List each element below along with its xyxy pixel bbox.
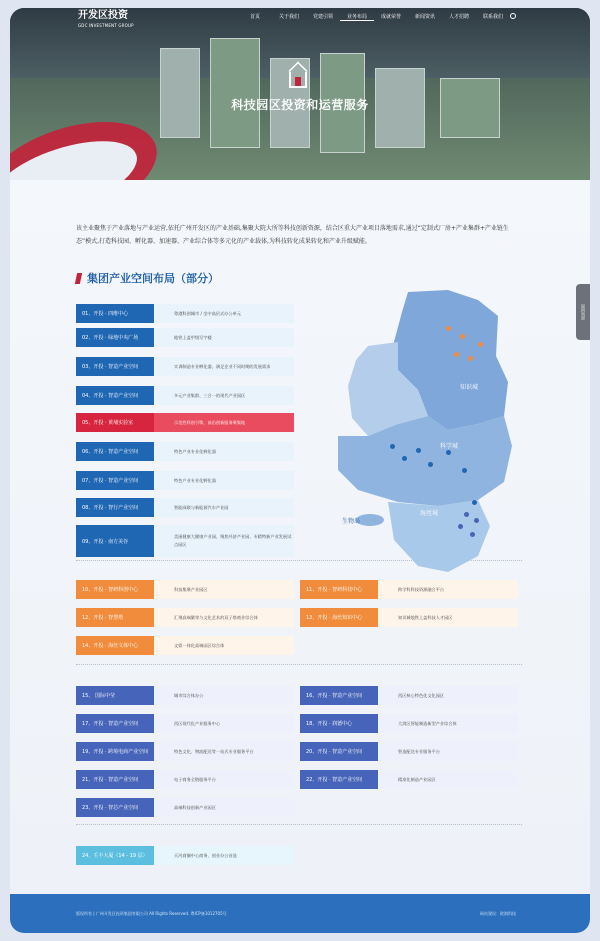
hero-banner <box>10 8 590 180</box>
item-tag: 21、开投 · 智造产业空间 <box>76 770 154 789</box>
item-tag: 17、开投 · 智造产业空间 <box>76 714 154 733</box>
item-description: 精准化制造产业园区 <box>378 770 518 789</box>
item-description: 特色产业专业化孵化器 <box>154 442 294 461</box>
logo-text: 开发区投资 <box>78 10 128 21</box>
nav-item[interactable]: 业务布局 <box>340 13 374 21</box>
map-label-haisicheng: 海丝城 <box>420 510 439 517</box>
item-tag: 20、开投 · 智造产业空间 <box>300 742 378 761</box>
map-pin[interactable] <box>446 450 451 455</box>
item-tag: 10、开投 · 智研科创中心 <box>76 580 154 599</box>
map-pin[interactable] <box>454 352 459 357</box>
list-item[interactable] <box>76 580 294 599</box>
nav-item[interactable]: 首页 <box>249 14 260 20</box>
page-frame <box>10 8 590 933</box>
item-description: 实训制造专业孵化器，满足企业不同时期的发展需求 <box>154 357 294 376</box>
item-description: 城市综合体办公 <box>154 686 294 705</box>
building-icon <box>289 72 307 88</box>
item-tag: 18、开投 · 润德中心 <box>300 714 378 733</box>
logo[interactable] <box>78 11 134 31</box>
map-pin[interactable] <box>446 326 451 331</box>
item-description: 西区现代化产业服务中心 <box>154 714 294 733</box>
item-description: 智能网联与新能源汽车产业园 <box>154 498 294 517</box>
map-pin[interactable] <box>460 334 465 339</box>
map-pin[interactable] <box>462 468 467 473</box>
item-tag: 13、开投 · 海丝知识中心 <box>300 608 378 627</box>
list-item[interactable] <box>76 686 294 705</box>
list-item[interactable] <box>76 328 294 347</box>
list-item[interactable] <box>76 636 294 655</box>
map-label-zhishicheng: 知识城 <box>460 384 479 391</box>
list-item[interactable] <box>76 386 294 405</box>
intro-text: 该主业聚焦于产业落地与产业运营,依托广州开发区的产业基础,集聚大院大所等科技创新资源，结合区重大产业项目落地需求,通过“定制式厂房+产业集群+产业链生态”模式,打造科技园、孵化器、加速器、产业综合体等多元化的产业载体,为科技转化成果转化和产业升级赋能。 <box>76 225 509 245</box>
nav-item[interactable]: 人才招聘 <box>448 14 469 20</box>
map-graphic <box>328 286 524 586</box>
list-item[interactable] <box>76 442 294 461</box>
section-title-text: 集团产业空间布局（部分） <box>87 272 219 285</box>
page-title: 科技园区投资和运营服务 <box>231 98 369 112</box>
list-item[interactable] <box>300 608 518 627</box>
title-marker <box>75 273 82 284</box>
item-tag: 16、开投 · 智造产业空间 <box>300 686 378 705</box>
map-pin[interactable] <box>390 444 395 449</box>
map-pin[interactable] <box>478 342 483 347</box>
back-to-top-button[interactable]: 返回顶部 <box>576 284 590 340</box>
list-item[interactable] <box>76 714 294 733</box>
nav-menu <box>238 13 510 21</box>
list-item[interactable] <box>76 770 294 789</box>
list-item[interactable] <box>76 798 294 817</box>
map-pin[interactable] <box>428 462 433 467</box>
list-item[interactable] <box>76 525 294 557</box>
list-item[interactable] <box>76 471 294 490</box>
nav-item[interactable]: 新闻资讯 <box>414 14 435 20</box>
item-tag: 03、开投 · 智造产业空间 <box>76 357 154 376</box>
map-pin[interactable] <box>468 356 473 361</box>
main-content <box>10 180 590 894</box>
item-tag: 01、开投 · 四维中心 <box>76 304 154 323</box>
item-tag: 09、开投 · 南方美谷 <box>76 525 154 557</box>
item-tag: 14、开投 · 海丝文体中心 <box>76 636 154 655</box>
item-description: 示范性科创引擎，前沿创新服务聚集地 <box>154 413 294 432</box>
nav-item[interactable]: 党建引领 <box>312 14 333 20</box>
list-item[interactable] <box>300 686 518 705</box>
item-description: 智造配送专业服务平台 <box>378 742 518 761</box>
item-description: 大湾区智能制造新型产业综合体 <box>378 714 518 733</box>
list-item[interactable] <box>76 608 294 627</box>
item-tag: 12、开投 · 智慧塔 <box>76 608 154 627</box>
item-tag: 24、壬丰大厦（14 - 19 层） <box>76 846 154 865</box>
list-item[interactable] <box>300 714 518 733</box>
nav-item[interactable]: 联系我们 <box>482 14 503 20</box>
item-tag: 23、开投 · 智芯产业空间 <box>76 798 154 817</box>
list-item[interactable] <box>76 413 294 432</box>
item-description: 特色文化、物流配送等一站式专业服务平台 <box>154 742 294 761</box>
item-tag: 04、开投 · 智造产业空间 <box>76 386 154 405</box>
list-item[interactable] <box>76 846 294 865</box>
item-description: 高端科技创新产业园区 <box>154 798 294 817</box>
item-tag: 07、开投 · 智造产业空间 <box>76 471 154 490</box>
item-description: 天河商圈中心商务、创业办公首选 <box>154 846 294 865</box>
item-description: 地铁上盖甲级写字楼 <box>154 328 294 347</box>
item-description: 特色产业专业化孵化器 <box>154 471 294 490</box>
footer-credit: 网站建设：欧润科技 <box>480 911 516 916</box>
list-item[interactable] <box>76 742 294 761</box>
map-pin[interactable] <box>470 532 475 537</box>
map-pin[interactable] <box>472 500 477 505</box>
nav-item[interactable]: 关于我们 <box>278 14 299 20</box>
map-pin[interactable] <box>402 456 407 461</box>
map-pin[interactable] <box>464 512 469 517</box>
item-description: 文娱一体化高端园区综合体 <box>154 636 294 655</box>
list-item[interactable] <box>76 304 294 323</box>
map-pin[interactable] <box>458 524 463 529</box>
item-description: 粤港科创城市 / 坐中高层式办公单元 <box>154 304 294 323</box>
item-tag: 11、开投 · 智研科技中心 <box>300 580 378 599</box>
item-description: 科技集聚产业园区 <box>154 580 294 599</box>
footer-copyright: 版权所有 | 广州开发区投资集团有限公司 All Rights Reserved. 粤ICP备1012705号 <box>76 911 227 916</box>
top-nav <box>10 8 590 28</box>
map-label-shengwudao: 生物岛 <box>342 518 361 525</box>
item-description: 电子商务全链服务平台 <box>154 770 294 789</box>
footer <box>10 894 590 933</box>
section-title <box>76 270 219 286</box>
logo-subtext: GDC INVESTMENT GROUP <box>78 23 134 28</box>
item-description: 跨学科科技资源融合平台 <box>378 580 518 599</box>
map-pin[interactable] <box>416 448 421 453</box>
item-tag: 05、开投 · 黄埔实验室 <box>76 413 154 432</box>
nav-item[interactable]: 成就荣誉 <box>380 14 401 20</box>
map-pin[interactable] <box>474 518 479 523</box>
item-tag: 02、开投 · 绿地中央广场 <box>76 328 154 347</box>
divider <box>76 824 522 825</box>
item-tag: 19、开投 · 跨境电商产业空间 <box>76 742 154 761</box>
item-description: 知识城地铁上盖科技人才园区 <box>378 608 518 627</box>
item-tag: 06、开投 · 智造产业空间 <box>76 442 154 461</box>
item-tag: 22、开投 · 智造产业空间 <box>300 770 378 789</box>
item-tag: 08、开投 · 智行产业空间 <box>76 498 154 517</box>
list-item[interactable] <box>300 742 518 761</box>
item-description: 汇聚高端繁荣与文化艺术的双子塔商业综合体 <box>154 608 294 627</box>
search-icon[interactable] <box>510 13 516 19</box>
list-item[interactable] <box>76 498 294 517</box>
district-map <box>328 286 524 586</box>
list-item[interactable] <box>76 357 294 376</box>
item-description: 西区核心特色化文化园区 <box>378 686 518 705</box>
item-description: 美丽健康大健康产业园，聚焦经济产业园、专精特新产业发展试点园区 <box>154 525 294 557</box>
map-label-kexuecheng: 科学城 <box>440 443 459 450</box>
divider <box>76 664 522 665</box>
list-item[interactable] <box>300 770 518 789</box>
item-tag: 15、 国际中莹 <box>76 686 154 705</box>
item-description: 多元产业集群、三合一的现代产业园区 <box>154 386 294 405</box>
